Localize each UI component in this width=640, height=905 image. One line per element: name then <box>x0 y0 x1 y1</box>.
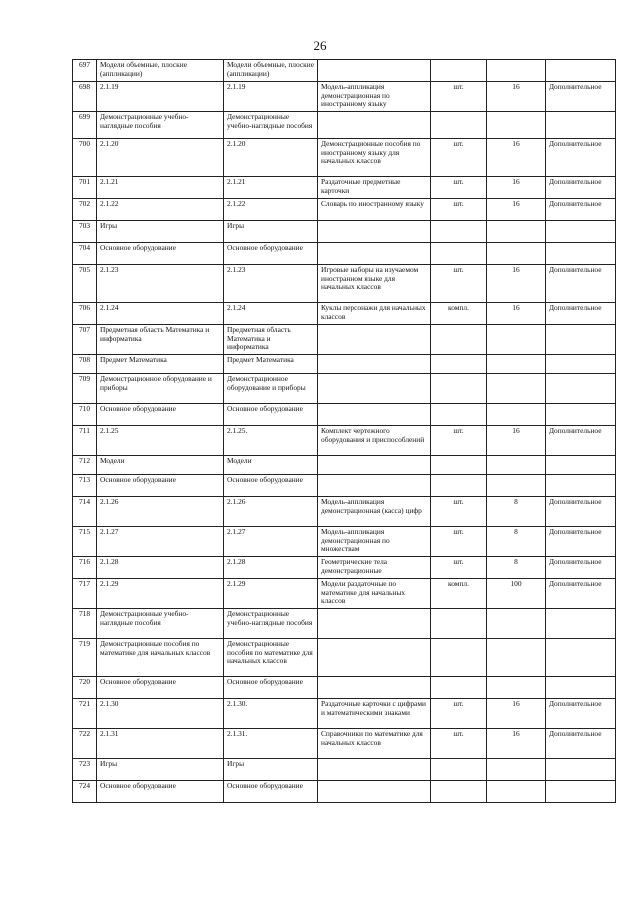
code-alt-cell: Модели <box>224 456 318 475</box>
table-row <box>73 497 616 527</box>
row-number-cell: 698 <box>73 82 97 112</box>
equipment-type-cell: Дополнительное <box>546 527 616 557</box>
name-cell: Модель-аппликация демонстрационная по множествам <box>318 527 431 557</box>
unit-cell <box>431 221 487 243</box>
equipment-type-cell: Дополнительное <box>546 82 616 112</box>
equipment-type-cell: Дополнительное <box>546 557 616 579</box>
quantity-cell: 16 <box>487 82 546 112</box>
unit-cell: шт. <box>431 199 487 221</box>
row-number-cell: 718 <box>73 609 97 639</box>
unit-cell <box>431 677 487 699</box>
name-cell <box>318 475 431 497</box>
quantity-cell <box>487 325 546 355</box>
row-number-cell: 713 <box>73 475 97 497</box>
row-number-cell: 697 <box>73 60 97 82</box>
code-alt-cell: Предмет Математика <box>224 355 318 374</box>
code-alt-cell: Основное оборудование <box>224 404 318 426</box>
row-number-cell: 705 <box>73 265 97 303</box>
name-cell: Модель-аппликация демонстрационная по иностранному языку <box>318 82 431 112</box>
equipment-type-cell: Дополнительное <box>546 497 616 527</box>
row-number-cell: 700 <box>73 139 97 177</box>
equipment-type-cell <box>546 325 616 355</box>
equipment-type-cell <box>546 781 616 803</box>
equipment-type-cell: Дополнительное <box>546 199 616 221</box>
code-alt-cell: 2.1.23 <box>224 265 318 303</box>
row-number-cell: 721 <box>73 699 97 729</box>
name-cell <box>318 325 431 355</box>
code-cell: 2.1.21 <box>97 177 224 199</box>
equipment-type-cell <box>546 639 616 677</box>
name-cell <box>318 404 431 426</box>
equipment-type-cell <box>546 112 616 139</box>
quantity-cell <box>487 759 546 781</box>
code-alt-cell: 2.1.19 <box>224 82 318 112</box>
row-number-cell: 701 <box>73 177 97 199</box>
code-alt-cell: 2.1.20 <box>224 139 318 177</box>
code-cell: Модели <box>97 456 224 475</box>
quantity-cell <box>487 781 546 803</box>
name-cell <box>318 243 431 265</box>
code-alt-cell: 2.1.25. <box>224 426 318 456</box>
code-cell: Предметная область Математика и информатика <box>97 325 224 355</box>
equipment-type-cell <box>546 355 616 374</box>
unit-cell <box>431 374 487 404</box>
table-row <box>73 475 616 497</box>
unit-cell: компл. <box>431 303 487 325</box>
code-cell: Основное оборудование <box>97 475 224 497</box>
table-row <box>73 639 616 677</box>
quantity-cell: 100 <box>487 579 546 609</box>
row-number-cell: 704 <box>73 243 97 265</box>
code-alt-cell: Предметная область Математика и информатика <box>224 325 318 355</box>
code-alt-cell: 2.1.29 <box>224 579 318 609</box>
table-row <box>73 374 616 404</box>
equipment-type-cell <box>546 221 616 243</box>
quantity-cell <box>487 609 546 639</box>
unit-cell <box>431 243 487 265</box>
row-number-cell: 723 <box>73 759 97 781</box>
unit-cell: шт. <box>431 139 487 177</box>
unit-cell: шт. <box>431 265 487 303</box>
unit-cell <box>431 112 487 139</box>
table-row <box>73 112 616 139</box>
name-cell: Комплект чертежного оборудования и приспособлений <box>318 426 431 456</box>
name-cell: Игровые наборы на изучаемом иностранном языке для начальных классов <box>318 265 431 303</box>
row-number-cell: 708 <box>73 355 97 374</box>
name-cell: Раздаточные карточки с цифрами и математическими знаками <box>318 699 431 729</box>
code-cell: Игры <box>97 759 224 781</box>
quantity-cell <box>487 404 546 426</box>
name-cell: Раздаточные предметные карточки <box>318 177 431 199</box>
row-number-cell: 710 <box>73 404 97 426</box>
unit-cell: шт. <box>431 82 487 112</box>
quantity-cell <box>487 639 546 677</box>
quantity-cell: 16 <box>487 265 546 303</box>
table-row <box>73 579 616 609</box>
unit-cell: шт. <box>431 527 487 557</box>
name-cell <box>318 781 431 803</box>
code-cell: 2.1.24 <box>97 303 224 325</box>
row-number-cell: 702 <box>73 199 97 221</box>
unit-cell: шт. <box>431 497 487 527</box>
unit-cell: шт. <box>431 426 487 456</box>
table-row <box>73 325 616 355</box>
unit-cell: шт. <box>431 177 487 199</box>
quantity-cell: 16 <box>487 177 546 199</box>
table-row <box>73 759 616 781</box>
code-cell: Модели объемные, плоские (аппликации) <box>97 60 224 82</box>
quantity-cell: 16 <box>487 303 546 325</box>
equipment-type-cell: Дополнительное <box>546 579 616 609</box>
quantity-cell: 16 <box>487 729 546 759</box>
table-row <box>73 609 616 639</box>
unit-cell <box>431 325 487 355</box>
equipment-type-cell: Дополнительное <box>546 729 616 759</box>
code-alt-cell: Основное оборудование <box>224 243 318 265</box>
row-number-cell: 711 <box>73 426 97 456</box>
row-number-cell: 715 <box>73 527 97 557</box>
name-cell <box>318 759 431 781</box>
code-cell: 2.1.20 <box>97 139 224 177</box>
row-number-cell: 720 <box>73 677 97 699</box>
code-cell: 2.1.27 <box>97 527 224 557</box>
code-cell: 2.1.30 <box>97 699 224 729</box>
code-cell: 2.1.28 <box>97 557 224 579</box>
quantity-cell <box>487 475 546 497</box>
unit-cell: компл. <box>431 579 487 609</box>
table-row <box>73 177 616 199</box>
quantity-cell <box>487 60 546 82</box>
unit-cell <box>431 759 487 781</box>
code-alt-cell: Модели объемные, плоские (аппликации) <box>224 60 318 82</box>
name-cell <box>318 355 431 374</box>
quantity-cell <box>487 456 546 475</box>
name-cell <box>318 639 431 677</box>
equipment-type-cell: Дополнительное <box>546 139 616 177</box>
equipment-type-cell <box>546 60 616 82</box>
code-alt-cell: 2.1.24 <box>224 303 318 325</box>
code-alt-cell: Основное оборудование <box>224 677 318 699</box>
code-cell: 2.1.25 <box>97 426 224 456</box>
unit-cell <box>431 609 487 639</box>
code-alt-cell: Демонстрационные учебно-наглядные пособия <box>224 609 318 639</box>
table-row <box>73 60 616 82</box>
equipment-type-cell: Дополнительное <box>546 426 616 456</box>
quantity-cell <box>487 221 546 243</box>
code-cell: 2.1.29 <box>97 579 224 609</box>
equipment-type-cell <box>546 609 616 639</box>
code-alt-cell: 2.1.21 <box>224 177 318 199</box>
quantity-cell: 8 <box>487 557 546 579</box>
quantity-cell: 8 <box>487 527 546 557</box>
code-alt-cell: 2.1.22 <box>224 199 318 221</box>
table-row <box>73 139 616 177</box>
page-number: 26 <box>313 38 327 53</box>
code-cell: Основное оборудование <box>97 404 224 426</box>
row-number-cell: 717 <box>73 579 97 609</box>
table-row <box>73 221 616 243</box>
equipment-type-cell <box>546 404 616 426</box>
code-cell: 2.1.22 <box>97 199 224 221</box>
table-row <box>73 303 616 325</box>
name-cell <box>318 456 431 475</box>
table-row <box>73 243 616 265</box>
name-cell <box>318 374 431 404</box>
name-cell <box>318 677 431 699</box>
row-number-cell: 724 <box>73 781 97 803</box>
name-cell <box>318 221 431 243</box>
code-cell: Игры <box>97 221 224 243</box>
equipment-type-cell: Дополнительное <box>546 177 616 199</box>
code-cell: Демонстрационное оборудование и приборы <box>97 374 224 404</box>
quantity-cell: 8 <box>487 497 546 527</box>
name-cell <box>318 112 431 139</box>
table-row <box>73 557 616 579</box>
row-number-cell: 703 <box>73 221 97 243</box>
name-cell: Геометрические тела демонстрационные <box>318 557 431 579</box>
table-row <box>73 82 616 112</box>
unit-cell <box>431 475 487 497</box>
table-row <box>73 265 616 303</box>
equipment-type-cell <box>546 475 616 497</box>
row-number-cell: 699 <box>73 112 97 139</box>
equipment-type-cell <box>546 374 616 404</box>
row-number-cell: 716 <box>73 557 97 579</box>
unit-cell: шт. <box>431 729 487 759</box>
quantity-cell: 16 <box>487 139 546 177</box>
name-cell: Куклы персонажи для начальных классов <box>318 303 431 325</box>
row-number-cell: 722 <box>73 729 97 759</box>
row-number-cell: 709 <box>73 374 97 404</box>
quantity-cell <box>487 677 546 699</box>
table-row <box>73 355 616 374</box>
quantity-cell <box>487 243 546 265</box>
code-alt-cell: 2.1.31. <box>224 729 318 759</box>
code-alt-cell: Игры <box>224 759 318 781</box>
table-row <box>73 699 616 729</box>
unit-cell <box>431 404 487 426</box>
code-cell: 2.1.26 <box>97 497 224 527</box>
code-cell: Основное оборудование <box>97 677 224 699</box>
code-alt-cell: 2.1.28 <box>224 557 318 579</box>
row-number-cell: 714 <box>73 497 97 527</box>
equipment-type-cell <box>546 456 616 475</box>
equipment-type-cell: Дополнительное <box>546 303 616 325</box>
code-alt-cell: Основное оборудование <box>224 781 318 803</box>
name-cell <box>318 60 431 82</box>
quantity-cell: 16 <box>487 699 546 729</box>
unit-cell <box>431 781 487 803</box>
row-number-cell: 719 <box>73 639 97 677</box>
code-cell: Демонстрационные учебно-наглядные пособия <box>97 609 224 639</box>
code-alt-cell: Демонстрационные пособия по математике для начальных классов <box>224 639 318 677</box>
unit-cell: шт. <box>431 557 487 579</box>
quantity-cell <box>487 355 546 374</box>
code-cell: Основное оборудование <box>97 243 224 265</box>
row-number-cell: 712 <box>73 456 97 475</box>
name-cell: Словарь по иностранному языку <box>318 199 431 221</box>
name-cell: Справочники по математике для начальных классов <box>318 729 431 759</box>
equipment-type-cell: Дополнительное <box>546 699 616 729</box>
code-alt-cell: 2.1.30. <box>224 699 318 729</box>
code-alt-cell: Основное оборудование <box>224 475 318 497</box>
row-number-cell: 707 <box>73 325 97 355</box>
code-cell: Демонстрационные пособия по математике для начальных классов <box>97 639 224 677</box>
row-number-cell: 706 <box>73 303 97 325</box>
table-row <box>73 781 616 803</box>
code-alt-cell: 2.1.27 <box>224 527 318 557</box>
quantity-cell <box>487 374 546 404</box>
table-row <box>73 456 616 475</box>
code-cell: Демонстрационные учебно-наглядные пособия <box>97 112 224 139</box>
code-alt-cell: Игры <box>224 221 318 243</box>
quantity-cell: 16 <box>487 199 546 221</box>
unit-cell <box>431 639 487 677</box>
equipment-type-cell <box>546 759 616 781</box>
unit-cell <box>431 60 487 82</box>
unit-cell: шт. <box>431 699 487 729</box>
name-cell: Модели раздаточные по математике для начальных классов <box>318 579 431 609</box>
table-row <box>73 527 616 557</box>
unit-cell <box>431 456 487 475</box>
table-row <box>73 677 616 699</box>
name-cell <box>318 609 431 639</box>
table-row <box>73 426 616 456</box>
equipment-type-cell <box>546 243 616 265</box>
quantity-cell <box>487 112 546 139</box>
code-cell: 2.1.31 <box>97 729 224 759</box>
code-cell: 2.1.19 <box>97 82 224 112</box>
code-cell: Предмет Математика <box>97 355 224 374</box>
table-row <box>73 199 616 221</box>
name-cell: Модель-аппликация демонстрационная (касса) цифр <box>318 497 431 527</box>
code-alt-cell: 2.1.26 <box>224 497 318 527</box>
equipment-table <box>72 59 616 803</box>
code-alt-cell: Демонстрационные учебно-наглядные пособия <box>224 112 318 139</box>
code-alt-cell: Демонстрационное оборудование и приборы <box>224 374 318 404</box>
code-cell: 2.1.23 <box>97 265 224 303</box>
table-row <box>73 404 616 426</box>
equipment-type-cell <box>546 677 616 699</box>
quantity-cell: 16 <box>487 426 546 456</box>
equipment-type-cell: Дополнительное <box>546 265 616 303</box>
name-cell: Демонстрационные пособия по иностранному языку для начальных классов <box>318 139 431 177</box>
unit-cell <box>431 355 487 374</box>
code-cell: Основное оборудование <box>97 781 224 803</box>
table-row <box>73 729 616 759</box>
